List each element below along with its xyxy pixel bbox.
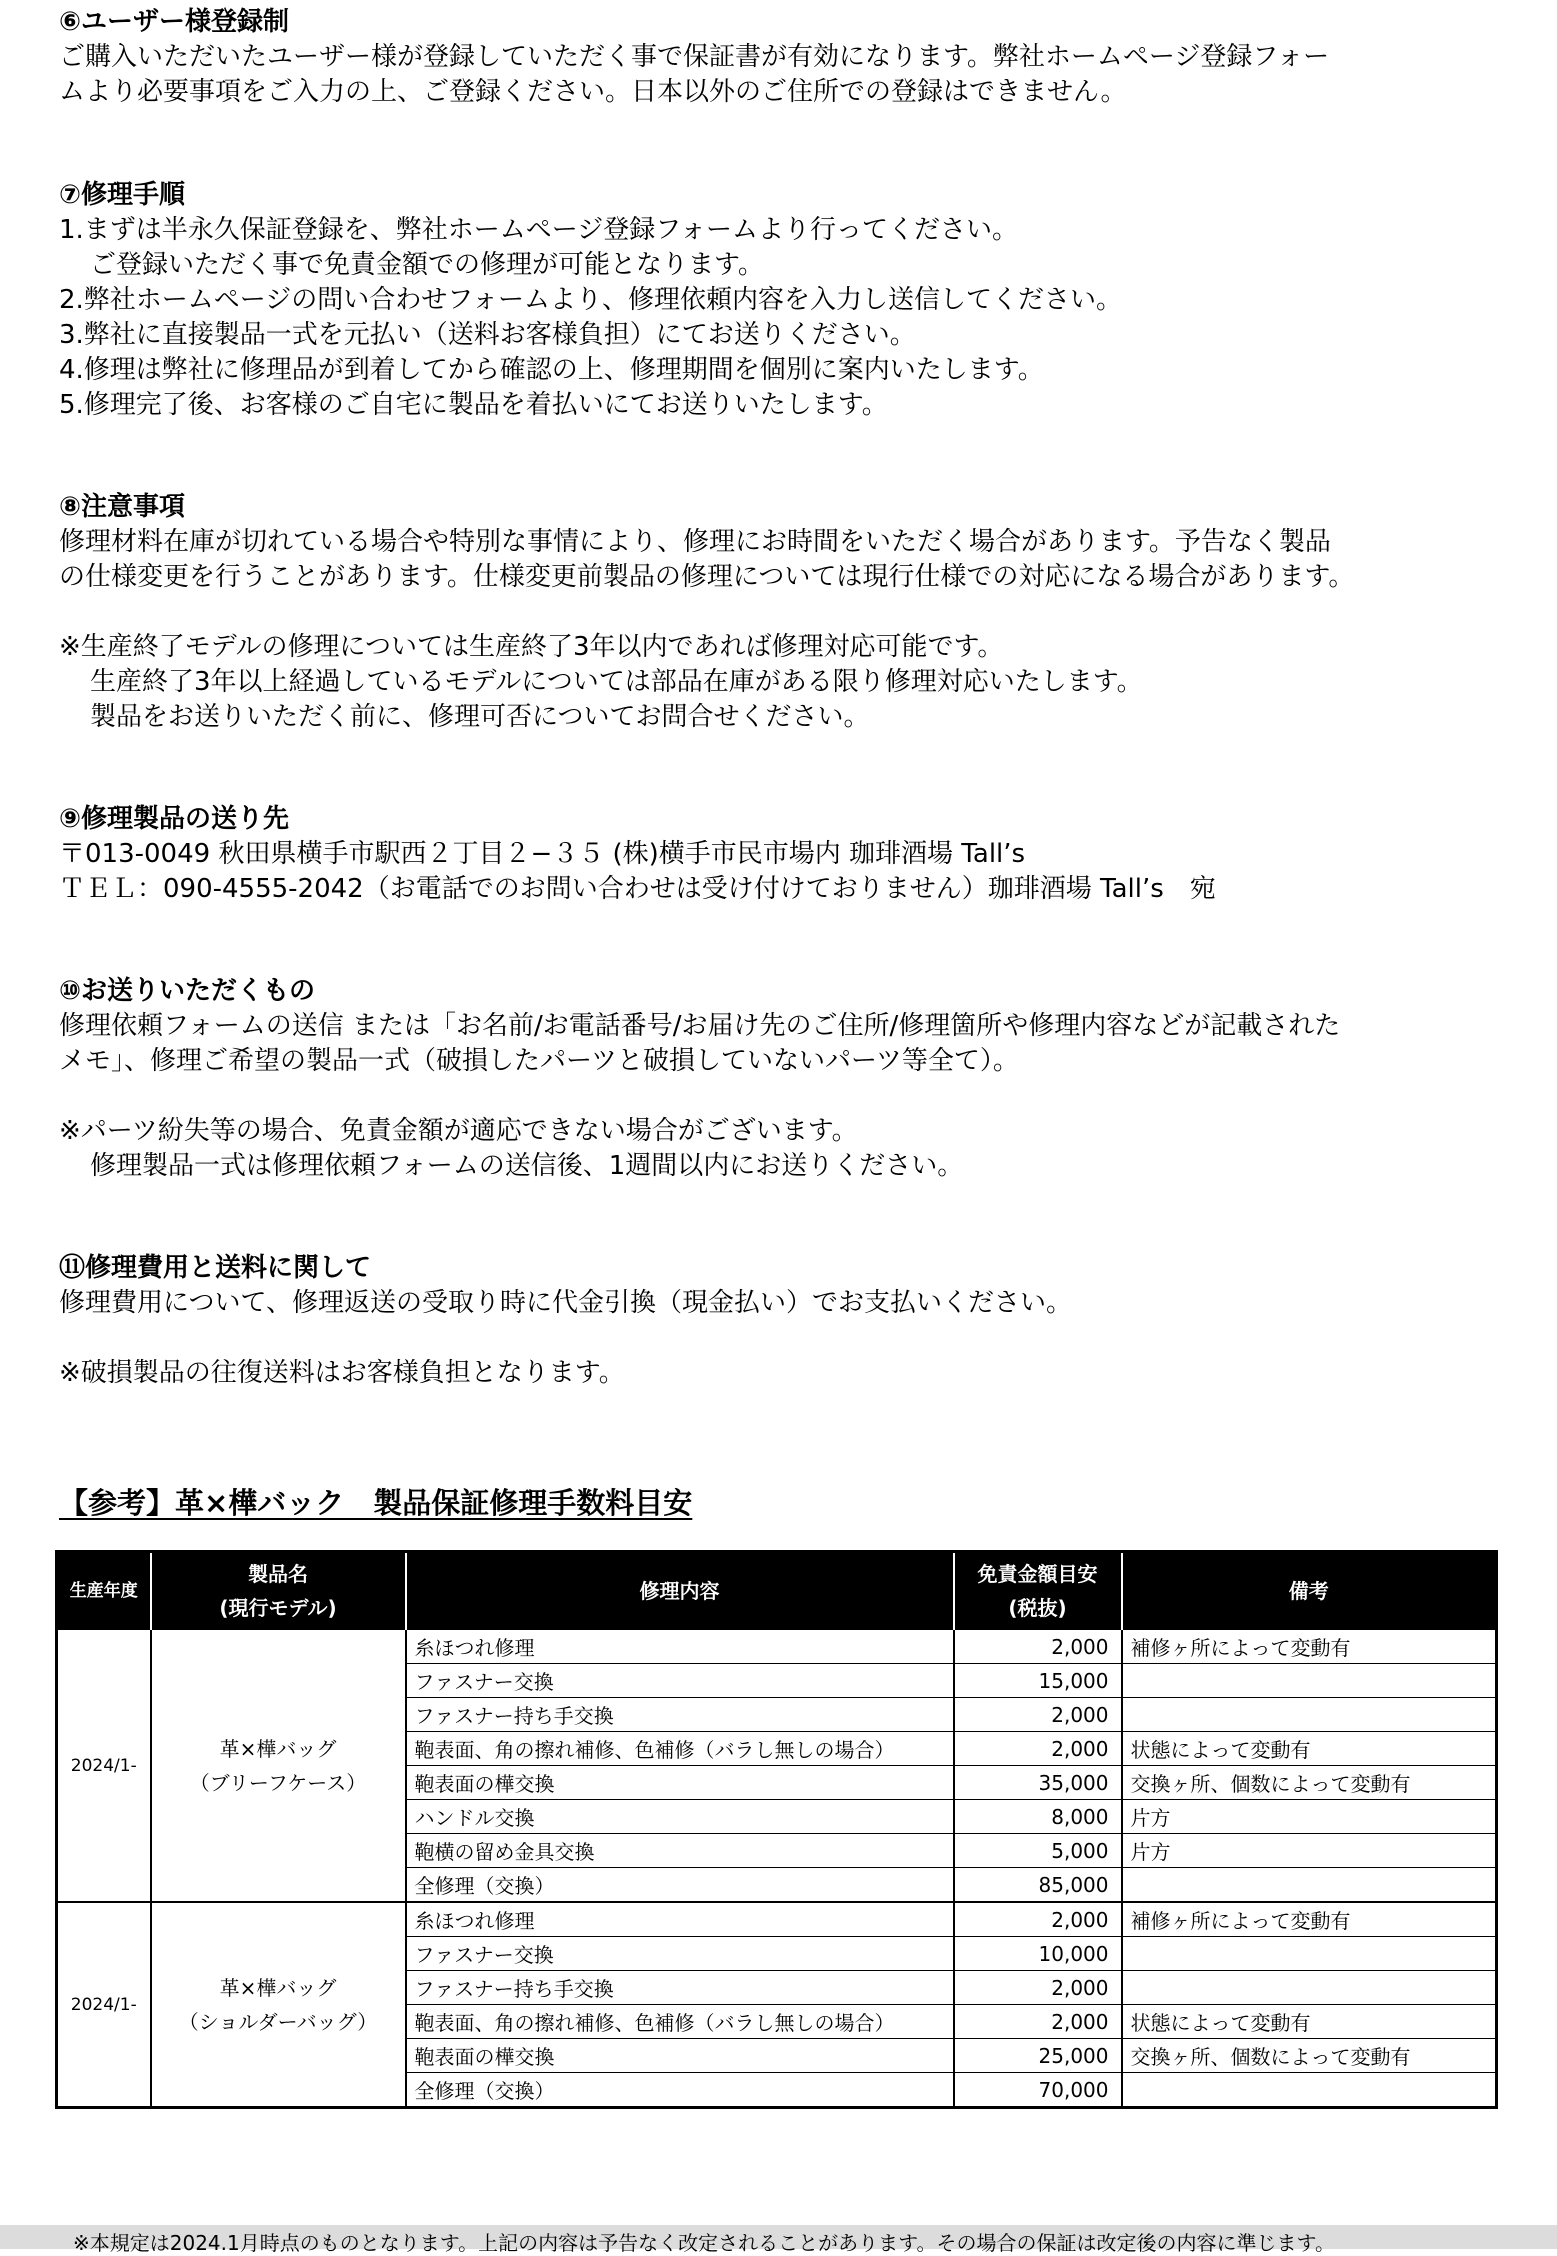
repair-content-cell: 糸ほつれ修理 bbox=[406, 1629, 954, 1664]
repair-content-cell: ファスナー持ち手交換 bbox=[406, 1971, 954, 2005]
table-body bbox=[57, 1629, 1497, 2108]
repair-content-cell: ファスナー交換 bbox=[406, 1664, 954, 1698]
section-items-to-send bbox=[59, 974, 1509, 1184]
remarks-cell bbox=[1122, 1971, 1497, 2005]
remarks-cell: 状態によって変動有 bbox=[1122, 2005, 1497, 2039]
fee-amount-cell: 70,000 bbox=[954, 2073, 1122, 2108]
paragraph-line: 修理費用について、修理返送の受取り時に代金引換（現金払い）でお支払いください。 bbox=[59, 1288, 1072, 1318]
fee-amount-cell: 2,000 bbox=[954, 2005, 1122, 2039]
paragraph-line: ムより必要事項をご入力の上、ご登録ください。日本以外のご住所での登録はできません。 bbox=[59, 77, 1127, 107]
reference-title: 【参考】革×樺バック 製品保証修理手数料目安 bbox=[59, 1486, 693, 1520]
remarks-cell: 状態によって変動有 bbox=[1122, 1732, 1497, 1766]
note-line: 製品をお送りいただく前に、修理可否についてお問合せください。 bbox=[90, 702, 870, 732]
header-amount bbox=[954, 1552, 1122, 1630]
section-fees-and-shipping bbox=[59, 1251, 1509, 1391]
fee-amount-cell: 2,000 bbox=[954, 1698, 1122, 1732]
section-heading: ⑪修理費用と送料に関して bbox=[59, 1253, 372, 1283]
repair-content-cell: ファスナー交換 bbox=[406, 1937, 954, 1971]
paragraph-line: ご購入いただいたユーザー様が登録していただく事で保証書が有効になります。弊社ホームページ登録フォー bbox=[59, 42, 1330, 72]
header-product-line: (現行モデル) bbox=[219, 1595, 337, 1620]
header-amount-line: 免責金額目安 bbox=[977, 1561, 1098, 1586]
production-year-cell: 2024/1- bbox=[57, 1629, 151, 1902]
header-repair-content: 修理内容 bbox=[406, 1552, 954, 1630]
fee-amount-cell: 25,000 bbox=[954, 2039, 1122, 2073]
remarks-cell: 片方 bbox=[1122, 1800, 1497, 1834]
remarks-cell: 補修ヶ所によって変動有 bbox=[1122, 1629, 1497, 1664]
header-product-line: 製品名 bbox=[248, 1561, 308, 1586]
table-row bbox=[57, 1629, 1497, 1664]
procedure-step: 4.修理は弊社に修理品が到着してから確認の上、修理期間を個別に案内いたします。 bbox=[59, 355, 1044, 385]
remarks-cell bbox=[1122, 1698, 1497, 1732]
fee-amount-cell: 10,000 bbox=[954, 1937, 1122, 1971]
repair-content-cell: 鞄表面の樺交換 bbox=[406, 2039, 954, 2073]
note-line: ※生産終了モデルの修理については生産終了3年以内であれば修理対応可能です。 bbox=[59, 632, 1004, 662]
remarks-cell: 交換ヶ所、個数によって変動有 bbox=[1122, 2039, 1497, 2073]
fee-amount-cell: 2,000 bbox=[954, 1971, 1122, 2005]
table-header-row bbox=[57, 1552, 1497, 1630]
product-model-line: （ショルダーバッグ） bbox=[178, 2009, 378, 2034]
repair-content-cell: ファスナー持ち手交換 bbox=[406, 1698, 954, 1732]
paragraph-line: 修理材料在庫が切れている場合や特別な事情により、修理にお時間をいただく場合があります。予告なく製品 bbox=[59, 527, 1331, 557]
fee-amount-cell: 8,000 bbox=[954, 1800, 1122, 1834]
repair-content-cell: 鞄横の留め金具交換 bbox=[406, 1834, 954, 1868]
procedure-step: 2.弊社ホームページの問い合わせフォームより、修理依頼内容を入力し送信してください。 bbox=[59, 285, 1122, 315]
procedure-step: 3.弊社に直接製品一式を元払い（送料お客様負担）にてお送りください。 bbox=[59, 320, 916, 350]
paragraph-line: メモ」、修理ご希望の製品一式（破損したパーツと破損していないパーツ等全て）。 bbox=[59, 1046, 1019, 1076]
remarks-cell bbox=[1122, 2073, 1497, 2108]
section-heading: ⑩お送りいただくもの bbox=[59, 976, 316, 1006]
repair-content-cell: 鞄表面の樺交換 bbox=[406, 1766, 954, 1800]
repair-content-cell: 全修理（交換） bbox=[406, 2073, 954, 2108]
fee-amount-cell: 2,000 bbox=[954, 1732, 1122, 1766]
table-row bbox=[57, 1902, 1497, 1937]
note-line: ※パーツ紛失等の場合、免責金額が適応できない場合がございます。 bbox=[59, 1116, 858, 1146]
fee-amount-cell: 2,000 bbox=[954, 1902, 1122, 1937]
procedure-step: 1.まずは半永久保証登録を、弊社ホームページ登録フォームより行ってください。 bbox=[59, 215, 1018, 245]
remarks-cell bbox=[1122, 1937, 1497, 1971]
footer-note: ※本規定は2024.1月時点のものとなります。上記の内容は予告なく改定されることがあります。その場合の保証は改定後の内容に準じます。 bbox=[73, 2231, 1335, 2255]
header-year: 生産年度 bbox=[57, 1552, 151, 1630]
remarks-cell: 交換ヶ所、個数によって変動有 bbox=[1122, 1766, 1497, 1800]
product-name-cell bbox=[151, 1902, 406, 2108]
section-repair-procedure bbox=[59, 178, 1509, 423]
section-heading: ⑥ユーザー様登録制 bbox=[59, 7, 290, 37]
repair-content-cell: 糸ほつれ修理 bbox=[406, 1902, 954, 1937]
procedure-step-note: ご登録いただく事で免責金額での修理が可能となります。 bbox=[90, 250, 764, 280]
remarks-cell: 片方 bbox=[1122, 1834, 1497, 1868]
repair-content-cell: 全修理（交換） bbox=[406, 1868, 954, 1903]
section-heading: ⑦修理手順 bbox=[59, 180, 186, 210]
repair-fee-table bbox=[55, 1550, 1498, 2109]
production-year-cell: 2024/1- bbox=[57, 1902, 151, 2108]
note-line: ※破損製品の往復送料はお客様負担となります。 bbox=[59, 1358, 625, 1388]
section-heading: ⑨修理製品の送り先 bbox=[59, 804, 290, 834]
header-product bbox=[151, 1552, 406, 1630]
note-line: 修理製品一式は修理依頼フォームの送信後、1週間以内にお送りください。 bbox=[90, 1151, 964, 1181]
repair-content-cell: 鞄表面、角の擦れ補修、色補修（バラし無しの場合） bbox=[406, 1732, 954, 1766]
remarks-cell bbox=[1122, 1664, 1497, 1698]
phone-line: ＴＥＬ：090-4555-2042（お電話でのお問い合わせは受け付けておりません）珈琲酒場 Tall’s 宛 bbox=[59, 874, 1216, 904]
product-name-line: 革×樺バッグ bbox=[219, 1736, 337, 1761]
repair-content-cell: 鞄表面、角の擦れ補修、色補修（バラし無しの場合） bbox=[406, 2005, 954, 2039]
fee-amount-cell: 85,000 bbox=[954, 1868, 1122, 1903]
address-line: 〒013-0049 秋田県横手市駅西２丁目２−３５ (株)横手市民市場内 珈琲酒場 Tall’s bbox=[59, 839, 1026, 869]
product-name-cell bbox=[151, 1629, 406, 1902]
section-heading: ⑧注意事項 bbox=[59, 492, 186, 522]
section-precautions bbox=[59, 490, 1509, 735]
remarks-cell bbox=[1122, 1868, 1497, 1903]
section-user-registration bbox=[59, 5, 1509, 110]
header-amount-line: (税抜) bbox=[1008, 1595, 1067, 1620]
header-remarks: 備考 bbox=[1122, 1552, 1497, 1630]
note-line: 生産終了3年以上経過しているモデルについては部品在庫がある限り修理対応いたします。 bbox=[90, 667, 1143, 697]
fee-amount-cell: 2,000 bbox=[954, 1629, 1122, 1664]
paragraph-line: 修理依頼フォームの送信 または「お名前/お電話番号/お届け先のご住所/修理箇所や修理内容などが記載された bbox=[59, 1011, 1341, 1041]
product-name-line: 革×樺バッグ bbox=[219, 1975, 337, 2000]
paragraph-line: の仕様変更を行うことがあります。仕様変更前製品の修理については現行仕様での対応になる場合があります。 bbox=[59, 562, 1355, 592]
repair-content-cell: ハンドル交換 bbox=[406, 1800, 954, 1834]
procedure-step: 5.修理完了後、お客様のご自宅に製品を着払いにてお送りいたします。 bbox=[59, 390, 888, 420]
fee-amount-cell: 35,000 bbox=[954, 1766, 1122, 1800]
fee-amount-cell: 15,000 bbox=[954, 1664, 1122, 1698]
section-shipping-address bbox=[59, 802, 1509, 907]
product-model-line: （ブリーフケース） bbox=[189, 1770, 367, 1795]
fee-amount-cell: 5,000 bbox=[954, 1834, 1122, 1868]
remarks-cell: 補修ヶ所によって変動有 bbox=[1122, 1902, 1497, 1937]
